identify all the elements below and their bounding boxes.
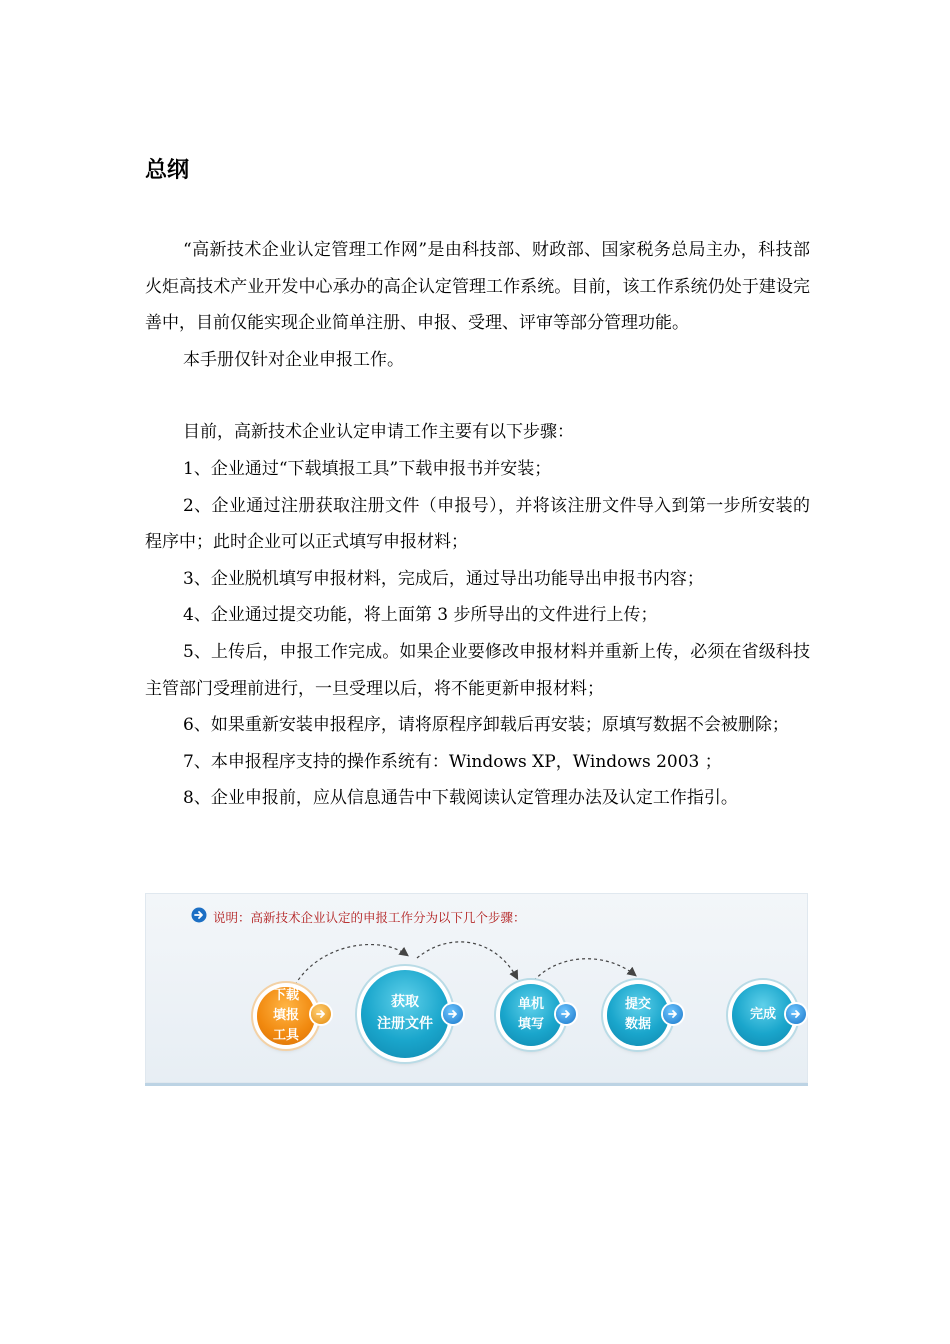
step-circle-offline-fill — [500, 984, 562, 1046]
arrow-circle-icon — [191, 907, 207, 923]
intro-paragraph: “高新技术企业认定管理工作网”是由科技部、财政部、国家税务总局主办，科技部火炬高技术产业开发中心承办的高企认定管理工作系统。目前，该工作系统仍处于建设完善中，目前仅能实现企业简单注册、申报、受理、评审等部分管理功能。 — [145, 240, 810, 334]
arrow-right-icon — [786, 1004, 806, 1024]
document-body — [145, 232, 810, 817]
step-item-3: 3、企业脱机填写申报材料，完成后，通过导出功能导出申报书内容； — [183, 568, 704, 589]
step-label-4: 提交 数据 — [624, 996, 651, 1032]
step-item-7: 7、本申报程序支持的操作系统有：Windows XP，Windows 2003 ； — [183, 751, 722, 772]
step-item-2: 2、企业通过注册获取注册文件（申报号），并将该注册文件导入到第一步所安装的程序中；此时企业可以正式填写申报材料； — [145, 495, 810, 553]
arrow-right-icon — [556, 1004, 576, 1024]
step-item-4: 4、企业通过提交功能，将上面第 3 步所导出的文件进行上传； — [183, 605, 658, 626]
step-item-6: 6、如果重新安装申报程序，请将原程序卸载后再安装；原填写数据不会被删除； — [183, 715, 789, 736]
step-circle-submit-data — [607, 984, 669, 1046]
step-item-1: 1、企业通过“下载填报工具”下载申报书并安装； — [183, 458, 552, 479]
steps-intro-paragraph: 目前，高新技术企业认定申请工作主要有以下步骤： — [183, 422, 574, 443]
step-label-5: 完成 — [749, 1006, 776, 1022]
arrow-right-icon — [443, 1004, 463, 1024]
scope-paragraph: 本手册仅针对企业申报工作。 — [183, 349, 404, 370]
figure-note: 说明：高新技术企业认定的申报工作分为以下几个步骤： — [213, 910, 526, 925]
step-item-8: 8、企业申报前，应从信息通告中下载阅读认定管理办法及认定工作指引。 — [183, 788, 738, 809]
process-flow-figure — [145, 893, 808, 1086]
paragraph-gap — [145, 378, 810, 414]
page-title: 总纲 — [145, 158, 190, 183]
arrow-right-icon — [311, 1004, 331, 1024]
step-item-5: 5、上传后，申报工作完成。如果企业要修改申报材料并重新上传，必须在省级科技主管部门受理前进行，一旦受理以后，将不能更新申报材料； — [145, 641, 810, 699]
step-label-2: 获取 注册文件 — [377, 994, 433, 1032]
arrow-right-icon — [663, 1004, 683, 1024]
step-circle-download-tool — [257, 987, 315, 1045]
step-circle-get-registration — [361, 970, 449, 1058]
step-label-3: 单机 填写 — [517, 996, 544, 1032]
step-circle-complete — [732, 984, 794, 1046]
step-label-1: 下载 填报 工具 — [272, 987, 299, 1044]
